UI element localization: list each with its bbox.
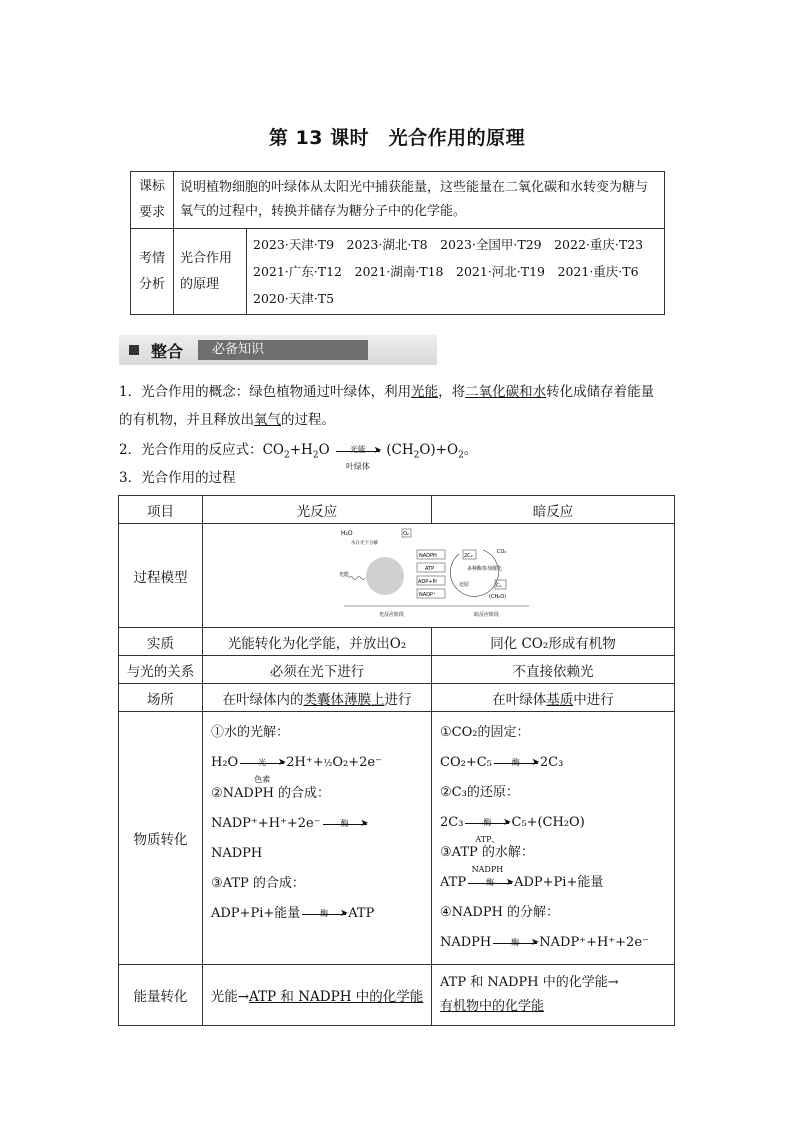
process-table <box>118 495 675 1026</box>
svg-text:O₂: O₂ <box>402 530 409 537</box>
col-header-light: 光反应 <box>203 496 432 524</box>
row-label-matter: 物质转化 <box>119 712 203 965</box>
relation-dark: 不直接依赖光 <box>432 656 675 684</box>
req-label: 课标要求 <box>131 172 174 229</box>
relation-light: 必须在光下进行 <box>203 656 432 684</box>
banner-tag: 必备知识 <box>198 340 368 360</box>
exam-list <box>247 229 665 315</box>
exam-label: 考情分析 <box>131 229 174 315</box>
req-text: 说明植物细胞的叶绿体从太阳光中捕获能量，这些能量在二氧化碳和水转变为糖与氧气的过程中，转换并储存为糖分子中的化学能。 <box>174 172 665 229</box>
place-light: 在叶绿体内的类囊体薄膜上进行 <box>203 684 432 712</box>
row-label-place: 场所 <box>119 684 203 712</box>
process-diagram-cell <box>203 524 675 628</box>
exam-line-3: 2020·天津·T5 <box>253 291 335 306</box>
exam-line-1: 2023·天津·T9 2023·湖北·T8 2023·全国甲·T29 2022·重庆·T23 <box>253 237 644 252</box>
svg-text:光反应阶段: 光反应阶段 <box>378 611 404 618</box>
energy-dark: ATP 和 NADPH 中的化学能→ 有机物中的化学能 <box>432 965 675 1026</box>
svg-text:暗反应阶段: 暗反应阶段 <box>473 611 499 618</box>
svg-text:多种酶参加催化: 多种酶参加催化 <box>466 565 502 572</box>
page-title: 第 13 课时 光合作用的原理 <box>268 127 526 149</box>
reaction-arrow: 光能 ➤ 叶绿体 <box>336 445 380 457</box>
banner-title: 整合 <box>151 342 184 361</box>
matter-dark: ①CO₂的固定： CO₂+C₅ 酶 ➤ 2C₃ ②C₃的还原： 2C₃ 酶 ➤ ATP、NADPH C₅+(CH₂O) ③ATP 的水解： ATP 酶 ➤ ADP+Pi+能量 ④NADPH 的分解： NADPH 酶 ➤ NADP⁺+H⁺+2e⁻ <box>432 712 675 965</box>
requirements-table <box>130 171 665 315</box>
row-label-essence: 实质 <box>119 628 203 656</box>
svg-text:水在光下分解: 水在光下分解 <box>350 540 378 546</box>
svg-text:CO₂: CO₂ <box>496 548 506 555</box>
energy-light: 光能→ATP 和 NADPH 中的化学能 <box>203 965 432 1026</box>
process-diagram <box>339 528 539 624</box>
exam-line-2: 2021·广东·T12 2021·湖南·T18 2021·河北·T19 2021·重庆·T6 <box>253 264 639 279</box>
svg-text:C₅: C₅ <box>495 582 501 589</box>
col-header-item: 项目 <box>119 496 203 524</box>
exam-topic: 光合作用的原理 <box>174 229 247 315</box>
chloroplast-shape <box>366 557 404 595</box>
row-label-energy: 能量转化 <box>119 965 203 1026</box>
paragraph-2: 2．光合作用的反应式：$CO_2+H_2O$ 光能 ➤ 叶绿体 $(CH_2O)+O_2$。 <box>119 442 478 471</box>
svg-text:(CH₂O): (CH₂O) <box>488 593 506 600</box>
paragraph-1: 1．光合作用的概念：绿色植物通过叶绿体，利用光能，将二氧化碳和水转化成储存着能量 的有机物，并且释放出氧气的过程。 <box>119 384 655 428</box>
svg-text:2C₃: 2C₃ <box>463 552 473 559</box>
section-banner <box>119 335 437 365</box>
svg-text:ATP: ATP <box>424 565 434 572</box>
essence-dark: 同化 CO₂形成有机物 <box>432 628 675 656</box>
svg-text:NADPH: NADPH <box>418 552 437 559</box>
svg-text:ADP+Pi: ADP+Pi <box>417 578 437 585</box>
paragraph-3: 3．光合作用的过程 <box>119 470 236 486</box>
essence-light: 光能转化为化学能，并放出O₂ <box>203 628 432 656</box>
svg-text:H₂O: H₂O <box>340 529 353 537</box>
row-label-relation: 与光的关系 <box>119 656 203 684</box>
row-label-model: 过程模型 <box>119 524 203 628</box>
svg-text:NADP⁺: NADP⁺ <box>418 591 436 598</box>
place-dark: 在叶绿体基质中进行 <box>432 684 675 712</box>
matter-light: ①水的光解： H₂O 光 ➤ 色素 2H⁺+½O₂+2e⁻ ②NADPH 的合成： NADP⁺+H⁺+2e⁻ 酶 ➤ NADPH ③ATP 的合成： ADP+Pi+能量 酶 ➤ ATP <box>203 712 432 965</box>
svg-text:还原: 还原 <box>458 581 469 588</box>
col-header-dark: 暗反应 <box>432 496 675 524</box>
square-icon <box>129 345 139 355</box>
svg-text:光能: 光能 <box>338 571 349 578</box>
